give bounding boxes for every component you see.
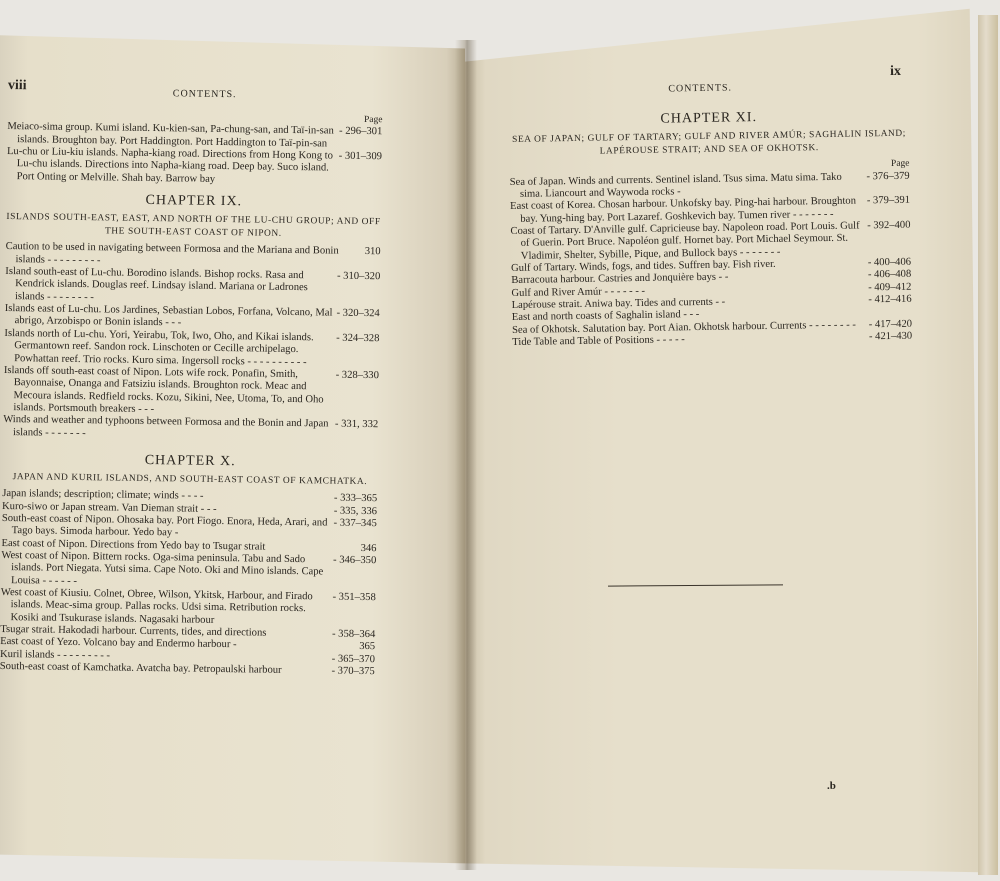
toc-entry-text: South-east coast of Kamchatka. Avatcha bay. Petropaulski harbour [0,661,282,676]
chapter-9-entries [3,241,381,444]
toc-entry-page: - 370–375 [331,665,375,678]
chapter-10-subtitle: JAPAN AND KURIL ISLANDS, AND SOUTH-EAST COAST OF KAMCHATKA. [12,472,368,488]
toc-entry-page: - 324–328 [336,332,380,345]
toc-entry-page: - 301–309 [338,150,383,163]
toc-entry-text: Meiaco-sima group. Kumi island. Ku-kien-san, Pa-chung-san, and Taï-in-san islands. Broughton bay. Port Haddington. Port Haddington to Taï-pin-san [7,121,334,150]
toc-entry-page: - 296–301 [338,125,383,138]
toc-entry-text: Gulf and River Amúr - - - - - - - [511,285,646,299]
signature-mark: .b [827,780,836,792]
right-header [508,63,908,100]
toc-entry-text: Islands north of Lu-chu. Yori, Yeirabu, Tok, Iwo, Oho, and Kikai islands. Germantown reef. Sandon rock. Linschoten or Cecille archipelago. Powhattan reef. Trio rocks. Kuro sima. Ingersoll rocks - - - - - - - - - - [4,327,314,368]
toc-entry-page: - 409–412 [868,281,912,294]
toc-entry [1,550,376,592]
toc-entry-page: - 328–330 [335,369,379,382]
toc-entry-page: - 351–358 [332,591,376,604]
chapter-11-entries [510,170,913,349]
toc-entry-text: East and north coasts of Saghalin island - - - [511,309,700,324]
toc-entry-text: Kuro-siwo or Japan stream. Van Dieman strait - - - [1,500,217,515]
toc-entry-page: - 331, 332 [334,418,379,431]
toc-entry [3,414,378,444]
toc-entry-text: West coast of Kiusiu. Colnet, Obree, Wilson, Ykitsk, Harbour, and Firado islands. Meac-sima group. Pallas rocks. Udsi sima. Retribution rocks. Kosiki and Tsukurase islands. Nagasaki harbour [0,586,313,626]
left-page-number: viii [7,78,27,94]
toc-entry-text: South-east coast of Nipon. Ohosaka bay. Port Fiogo. Enora, Heda, Arari, and Tago bays. Simoda harbour. Yedo bay - [1,512,328,539]
toc-entry-page: - 379–391 [866,195,911,207]
toc-entry-text: Islands off south-east coast of Nipon. Lots wife rock. Ponafin, Smith, Bayonnaise, Onanga and Fatsiziu islands. Broughton rock. Meac and Mecoura islands. Redfield rocks. Kozu, Sikini, Nee, Utoma, To, and Oho islands. Portsmouth breakers - - - [3,364,324,415]
chapter-9-title: CHAPTER IX. [145,192,243,210]
left-header [8,80,383,113]
toc-entry-text: Winds and weather and typhoons between Formosa and the Bonin and Japan islands - - - - - - - [3,414,329,439]
toc-entry-page: - 376–379 [866,170,910,183]
toc-entry-page: 346 [360,542,377,554]
left-running-head: CONTENTS. [172,88,237,101]
chapter-10-entries [0,488,377,678]
right-page-number: ix [889,63,902,79]
toc-entry-text: Tide Table and Table of Positions - - - - - [512,334,685,349]
toc-entry-page [910,306,912,318]
toc-entry-page: - 406–408 [867,269,912,281]
toc-entry [5,266,380,308]
toc-entry-page: - 320–324 [336,307,380,320]
toc-entry-text: Japan islands; description; climate; winds - - - - [2,488,204,503]
toc-entry-text: Kuril islands - - - - - - - - - [0,648,111,662]
toc-entry [7,146,382,188]
left-page-label: Page [363,114,383,126]
page-edges [978,15,998,875]
toc-entry-page: - 333–365 [333,492,378,505]
toc-entry-text: Island south-east of Lu-chu. Borodino islands. Bishop rocks. Rasa and Kendrick islands. Douglas reef. Lindsay island. Mariana or Ladrones islands - - - - - - - - [5,266,308,304]
right-page-label: Page [890,159,910,170]
toc-entry-page: - 310–320 [336,270,381,283]
toc-entry [4,328,379,370]
toc-entry-text: Tsugar strait. Hakodadi harbour. Currents, tides, and directions [0,623,267,639]
toc-entry-text: East coast of Nipon. Directions from Yedo bay to Tsugar strait [1,537,266,553]
chapter-11-subtitle: SEA OF JAPAN; GULF OF TARTARY; GULF AND RIVER AMÚR; SAGHALIN ISLAND; LAPÉROUSE STRAIT; AND SEA OF OKHOTSK. [512,129,907,157]
toc-entry-page: 365 [359,641,376,653]
toc-entry-page: - 412–416 [868,293,912,306]
chapter-10-title: CHAPTER X. [144,452,236,470]
toc-entry-text: Sea of Okhotsk. Salutation bay. Port Aian. Okhotsk harbour. Currents - - - - - - - - [511,319,856,336]
toc-entry-text: Caution to be used in navigating between Formosa and the Mariana and Bonin islands - - - - - - - - - [5,241,339,267]
toc-entry-page: 310 [364,246,381,258]
toc-entry-text: Barracouta harbour. Castries and Jonquière bays - - [511,272,729,287]
chapter-11-title: CHAPTER XI. [660,110,758,127]
toc-entry-text: Lu-chu or Liu-kiu islands. Napha-kiang road. Directions from Hong Kong to Lu-chu islands. Directions into Napha-kiang road. Deep bay. Suco island. Port Onting or Melville. Shah bay. Barrow bay [6,146,334,185]
toc-entry [0,587,375,629]
toc-entry-text: Lapérouse strait. Aniwa bay. Tides and currents - - [511,296,726,312]
toc-entry-page: - 400–406 [867,256,912,269]
toc-entry-page: - 417–420 [868,318,913,331]
toc-entry [510,220,911,263]
toc-entry-page: - 337–345 [333,517,377,530]
left-page-content [0,80,383,679]
toc-entry-text: Coast of Tartary. D'Anville gulf. Capricieuse bay. Napoleon road. Port Louis. Gulf of Guerin. Port Bruce. Napoléon gulf. Hornet bay. Port Michael Seymour. St. Vladimir, Shelter, Sybille, Pique, and Bullock bays - - - - - - - [510,220,860,262]
book-gutter [455,40,477,870]
toc-entry-text: East coast of Yezo. Volcano bay and Endermo harbour - [0,636,237,651]
toc-entry [3,365,379,420]
toc-entry-text: Gulf of Tartary. Winds, fogs, and tides. Suffren bay. Fish river. [511,258,776,275]
toc-entry-page: - 421–430 [868,330,913,343]
chapter-9-subtitle: ISLANDS SOUTH-EAST, EAST, AND NORTH OF THE LU-CHU GROUP; AND OFF THE SOUTH-EAST COAST OF NIPON. [6,212,381,240]
right-page-content [508,63,913,350]
toc-entry-text: Islands east of Lu-chu. Los Jardines, Sebastian Lobos, Forfana, Volcano, Mal abrigo, Arzobispo or Bonin islands - - - [4,303,333,329]
toc-entry-text: East coast of Korea. Chosan harbour. Unkofsky bay. Ping-hai harbour. Broughton bay. Yung-hing bay. Port Lazaref. Goshkevich bay. Tumen river - - - - - - - [510,195,857,225]
toc-entry-page: - 358–364 [331,628,376,641]
right-running-head: CONTENTS. [668,82,733,95]
toc-entry-text: Sea of Japan. Winds and currents. Sentinel island. Tsus sima. Matu sima. Tako sima. Liancourt and Waywoda rocks - [509,171,842,200]
toc-entry-page: - 365–370 [331,653,376,665]
toc-entry-page: - 346–350 [332,554,377,567]
toc-entry-page: - 392–400 [867,219,911,232]
toc-entry-text: West coast of Nipon. Bittern rocks. Oga-sima peninsula. Tabu and Sado islands. Port Niegata. Yutsi sima. Cape Noto. Oki and Mino islands. Cape Louisa - - - - - - [1,549,324,587]
toc-entry-page: - 335, 336 [333,505,378,517]
left-entries-continued [7,121,383,188]
